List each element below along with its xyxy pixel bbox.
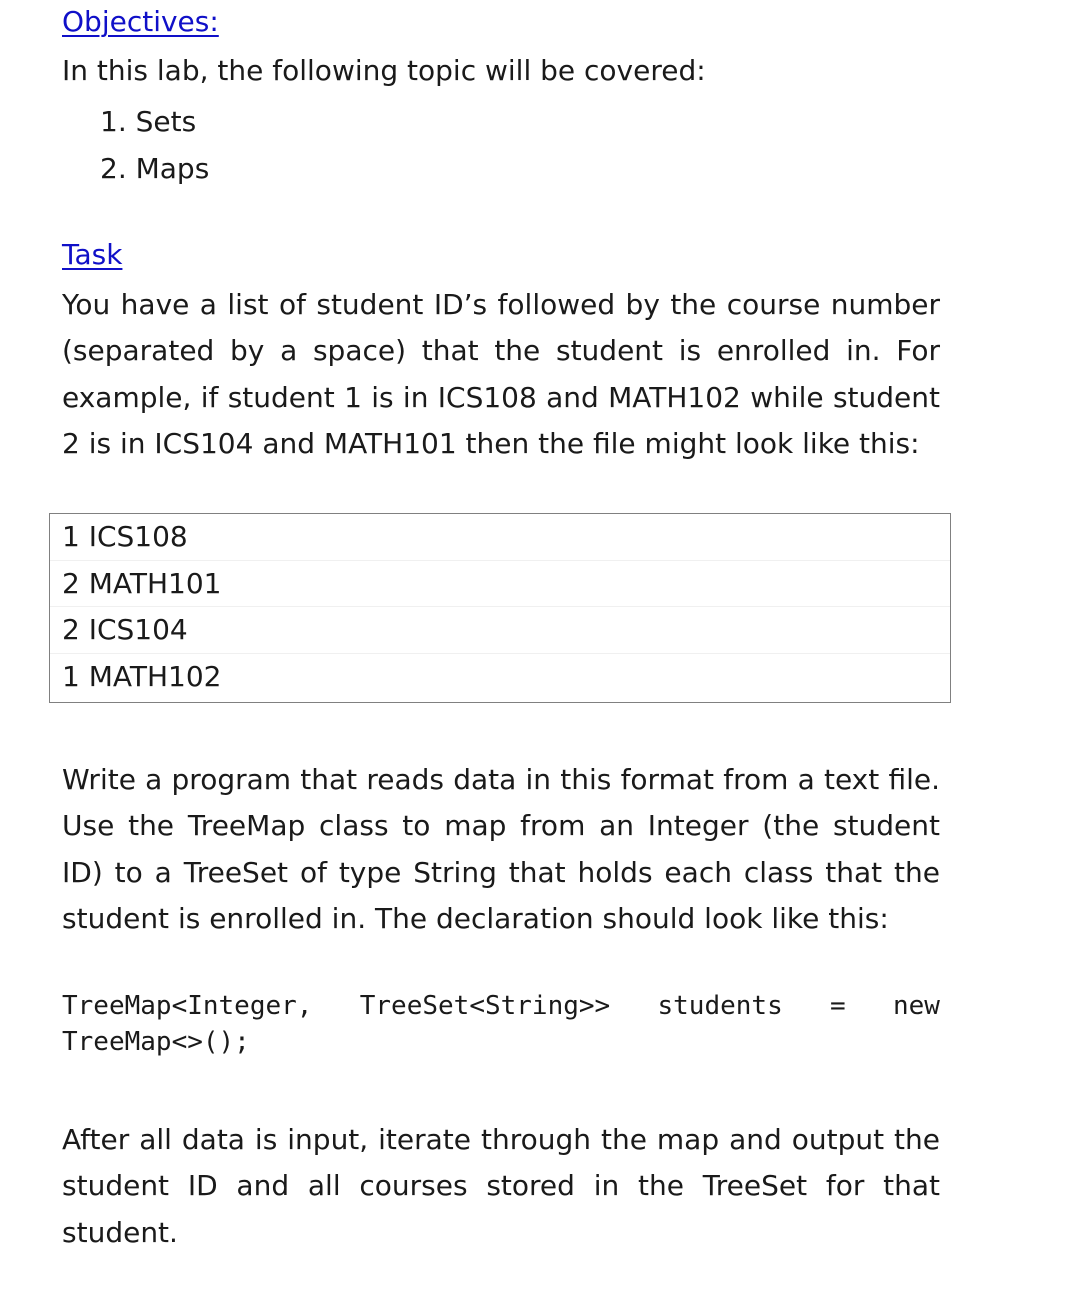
objectives-intro: In this lab, the following topic will be covered: [62, 54, 706, 87]
topics-list [100, 98, 209, 192]
sample-file-box [49, 513, 951, 703]
code-declaration [62, 988, 940, 1060]
code-line-2: TreeMap<>(); [62, 1027, 250, 1057]
topic-item: 1. Sets [100, 105, 197, 138]
code-token: = [830, 991, 846, 1021]
code-token: TreeSet<String>> [359, 991, 611, 1021]
objectives-heading: Objectives: [62, 5, 219, 38]
code-token: new [892, 991, 940, 1021]
code-line-1 [62, 988, 940, 1024]
task-description: You have a list of student ID’s followed by the course number (separated by a space) that the student is enrolled in. For example, if student 1 is in ICS108 and MATH102 while student 2 is in ICS104 and MATH101 then the file might look like this: [62, 288, 940, 461]
file-line: 2 ICS104 [50, 607, 950, 654]
file-line: 1 ICS108 [50, 514, 950, 561]
task-closing: After all data is input, iterate through the map and output the student ID and all courses stored in the TreeSet for that student. [62, 1123, 940, 1249]
file-line: 2 MATH101 [50, 561, 950, 608]
code-token: TreeMap<Integer, [62, 991, 313, 1021]
file-line: 1 MATH102 [62, 659, 222, 693]
topic-item: 2. Maps [100, 152, 210, 185]
task-instructions: Write a program that reads data in this format from a text file. Use the TreeMap class to map from an Integer (the student ID) to a TreeSet of type String that holds each class that the student is enrolled in. The declaration should look like this: [62, 763, 940, 936]
task-heading: Task [62, 238, 123, 271]
code-token: students [657, 991, 783, 1021]
